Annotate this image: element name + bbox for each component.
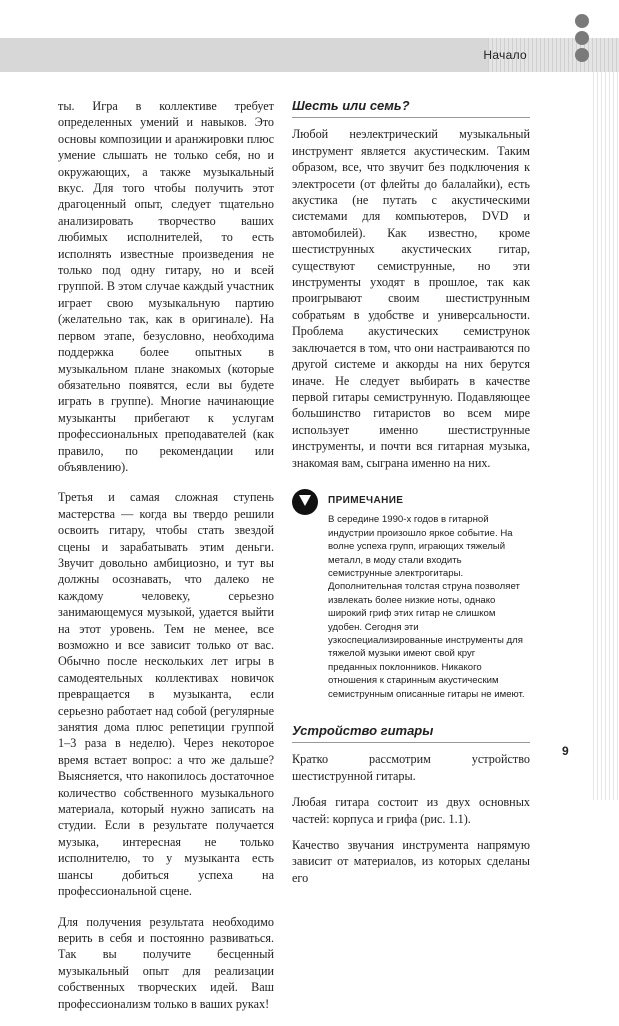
paragraph: Для получения результата необходимо верить в себя и постоянно развиваться. Так вы получите бесценный музыкальный опыт для реализации собственных творческих идей. Ваш профессионализм только в ваших руках! bbox=[58, 914, 274, 1011]
section-heading: Шесть или семь? bbox=[292, 98, 530, 118]
paragraph: Третья и самая сложная ступень мастерства — когда вы твердо решили освоить гитару, чтобы стать звездой сцены и зарабатывать этим деньги. Звучит довольно амбициозно, и тут вы должны осознавать, что далеко не каждому человеку, серьезно занимающемуся музыкой, удается выйти на этот уровень. Тем не менее, все возможно и все зависит только от вас. Обычно после нескольких лет игры в самодеятельных коллективах новичок превращается в музыканта, если серьезно работает над собой (регулярные занятия дома плюс репетиции группой 1–3 раза в неделю). Через некоторое время встает вопрос: а что же дальше? Выясняется, что накопилось достаточное количество собственного музыкального материала, который нужно записать на студии. Если в результате получается музыка, интересная не только исполнителю, то у музыканта есть шансы добиться успеха на профессиональной сцене. bbox=[58, 490, 274, 899]
paragraph: Любая гитара состоит из двух основных частей: корпуса и грифа (рис. 1.1). bbox=[292, 795, 530, 826]
decorative-dots-icon bbox=[575, 14, 599, 65]
section-heading: Устройство гитары bbox=[292, 723, 530, 743]
paragraph: Качество звучания инструмента напрямую зависит от материалов, из которых сделаны его bbox=[292, 838, 530, 885]
right-column bbox=[292, 98, 530, 896]
left-column bbox=[58, 98, 274, 1026]
paragraph: Кратко рассмотрим устройство шестиструнной гитары. bbox=[292, 752, 530, 783]
header-band bbox=[0, 38, 619, 72]
paragraph: ты. Игра в коллективе требует определенных умений и навыков. Это основы композиции и аранжировки плюс умение слышать не только себя, но и окружающих, а также музыкальный вкус. Для того чтобы получить этот драгоценный опыт, следует тщательно анализировать творчество ваших любимых исполнителей, то есть исполнять известные произведения не только под одну гитару, но и всей группой. В этом случае каждый участник играет свою музыкальную партию (желательно так, как в оригинале). На первом этапе, безусловно, необходима поддержка более опытных в музыкальном плане знакомых (которые обязательно появятся, если вы будете играть в группе). Многие начинающие музыканты прибегают к услугам профессиональных преподавателей (как правило, по рекомендации или объявлению). bbox=[58, 99, 274, 474]
note-text: В середине 1990-х годов в гитарной индустрии произошло яркое событие. На волне успеха групп, играющих тяжелый металл, в моду стали входить семиструнные электрогитары. Дополнительная толстая струна позволяет извлекать более низкие ноты, однако широкий гриф этих гитар не слишком удобен. Сегодня эти узкоспециализированные инструменты для тяжелой музыки имеют свой круг преданных поклонников. Никакого отношения к старинным акустическим семиструнным описанные гитары не имеют. bbox=[328, 514, 525, 700]
section-title: Начало bbox=[483, 48, 527, 62]
paragraph: Любой неэлектрический музыкальный инструмент является акустическим. Таким образом, все, что звучит без подключения к электросети (от флейты до балалайки), есть акустика (не путать с акустическими системами для компьютеров, DVD и автомобилей). Как известно, кроме шестиструнных акустических гитар, существуют семиструнные, но эти инструменты уходят в прошлое, так как проигрывают своим шестиструнным собратьям в удобстве и универсальности. Проблема акустических семиструнок заключается в том, что они настраиваются по другой системе и аккорды на них берутся иначе. Не следует выбирать в качестве первой гитары семиструнную. Подавляющее большинство гитаристов во всем мире использует именно шестиструнные инструменты, и почти вся гитарная музыка, знакомая вам, сыграна именно на них. bbox=[292, 127, 530, 470]
note-title: ПРИМЕЧАНИЕ bbox=[328, 494, 404, 506]
note-box bbox=[292, 485, 530, 707]
edge-stripes bbox=[593, 72, 619, 800]
page-number: 9 bbox=[562, 744, 569, 758]
warning-pick-icon bbox=[292, 489, 318, 515]
